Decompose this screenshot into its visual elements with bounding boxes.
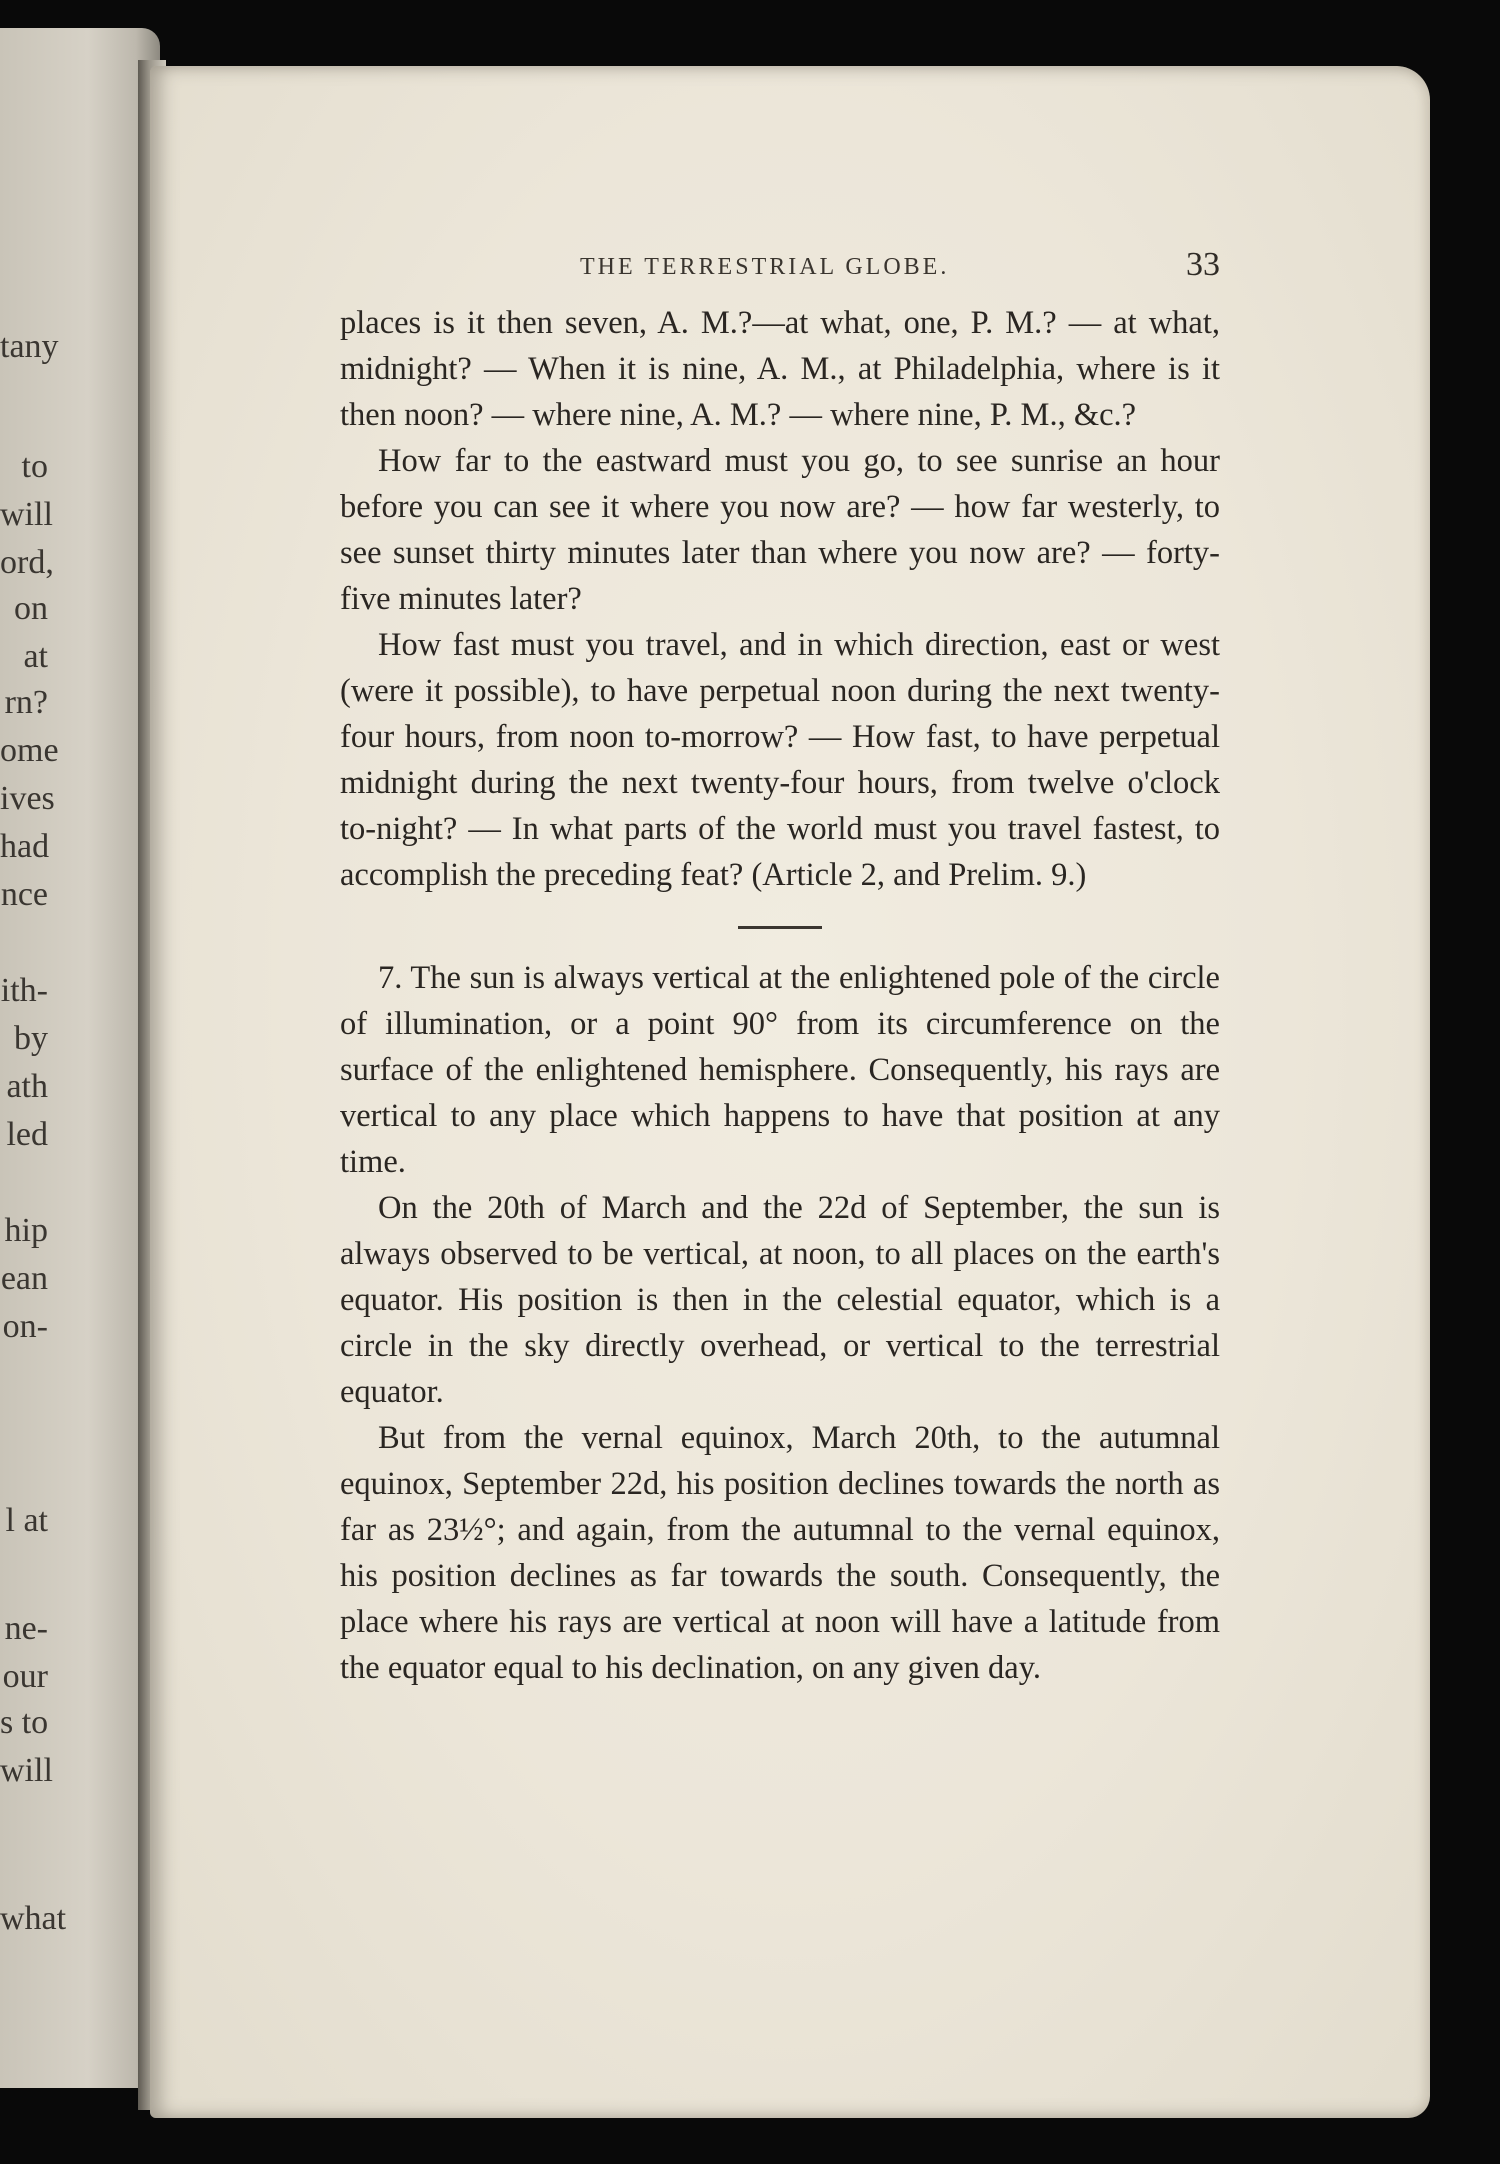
facing-page-text: at [23,638,48,675]
facing-page-text: hip [4,1212,48,1249]
facing-page-text: by [14,1020,48,1057]
facing-page-text: ne- [4,1610,48,1647]
page-number: 33 [1186,246,1220,283]
running-head-title: THE TERRESTRIAL GLOBE. [580,254,950,280]
facing-page-text: tany [0,328,59,365]
facing-page-text: what [0,1900,67,1937]
facing-page-text: on [14,590,48,627]
facing-page-text: had [0,828,50,865]
paragraph: On the 20th of March and the 22d of September, the sun is always observed to be vertical, at noon, to all places on the earth's equator. His position is then in the celestial equator, which is a circle in the sky directly overhead, or vertical to the terrestrial equator. [340,1190,1220,1410]
book-page [150,66,1430,2118]
facing-page-text: l at [5,1502,48,1539]
facing-page-text: s to [0,1704,49,1741]
facing-page-text: nce [0,876,48,913]
paragraph: 7. The sun is always vertical at the enlightened pole of the circle of illumination, or a point 90° from its circumference on the surface of the enlightened hemisphere. Consequently, his rays are vertical to any place which happens to have that position at any time. [340,960,1220,1180]
facing-page-text: ean [0,1260,48,1297]
running-head [340,246,1220,300]
facing-page-text: will [0,1752,53,1789]
facing-page-text: rn? [4,684,48,721]
facing-page-text: ives [0,780,55,817]
facing-page-text: ath [6,1068,48,1105]
facing-page-text: led [6,1116,48,1153]
paragraph: How far to the eastward must you go, to see sunrise an hour before you can see it where you now are? — how far westerly, to see sunset thirty minutes later than where you now are? — forty-five minutes later? [340,443,1220,617]
facing-page-text: ord, [0,544,54,581]
facing-page-text: will [0,496,53,533]
facing-page-text: on- [2,1308,48,1345]
section-divider [738,926,822,929]
facing-page-text: ome [0,732,59,769]
facing-page [0,28,160,2088]
page-content [340,246,1220,1691]
paragraph: places is it then seven, A. M.?—at what, one, P. M.? — at what, midnight? — When it is nine, A. M., at Philadelphia, where is it then noon? — where nine, A. M.? — where nine, P. M., &c.? [340,305,1220,433]
facing-page-text: ith- [0,972,48,1009]
paragraph: How fast must you travel, and in which direction, east or west (were it possible), to have perpetual noon during the next twenty-four hours, from noon to-morrow? — How fast, to have perpetual midnight during the next twenty-four hours, from twelve o'clock to-night? — In what parts of the world must you travel fastest, to accomplish the preceding feat? (Article 2, and Prelim. 9.) [340,627,1220,893]
facing-page-text: our [2,1658,48,1695]
paragraph: But from the vernal equinox, March 20th, to the autumnal equinox, September 22d, his position declines towards the north as far as 23½°; and again, from the autumnal to the vernal equinox, his position declines as far towards the south. Consequently, the place where his rays are vertical at noon will have a latitude from the equator equal to his declination, on any given day. [340,1420,1220,1686]
facing-page-text: to [21,448,48,485]
